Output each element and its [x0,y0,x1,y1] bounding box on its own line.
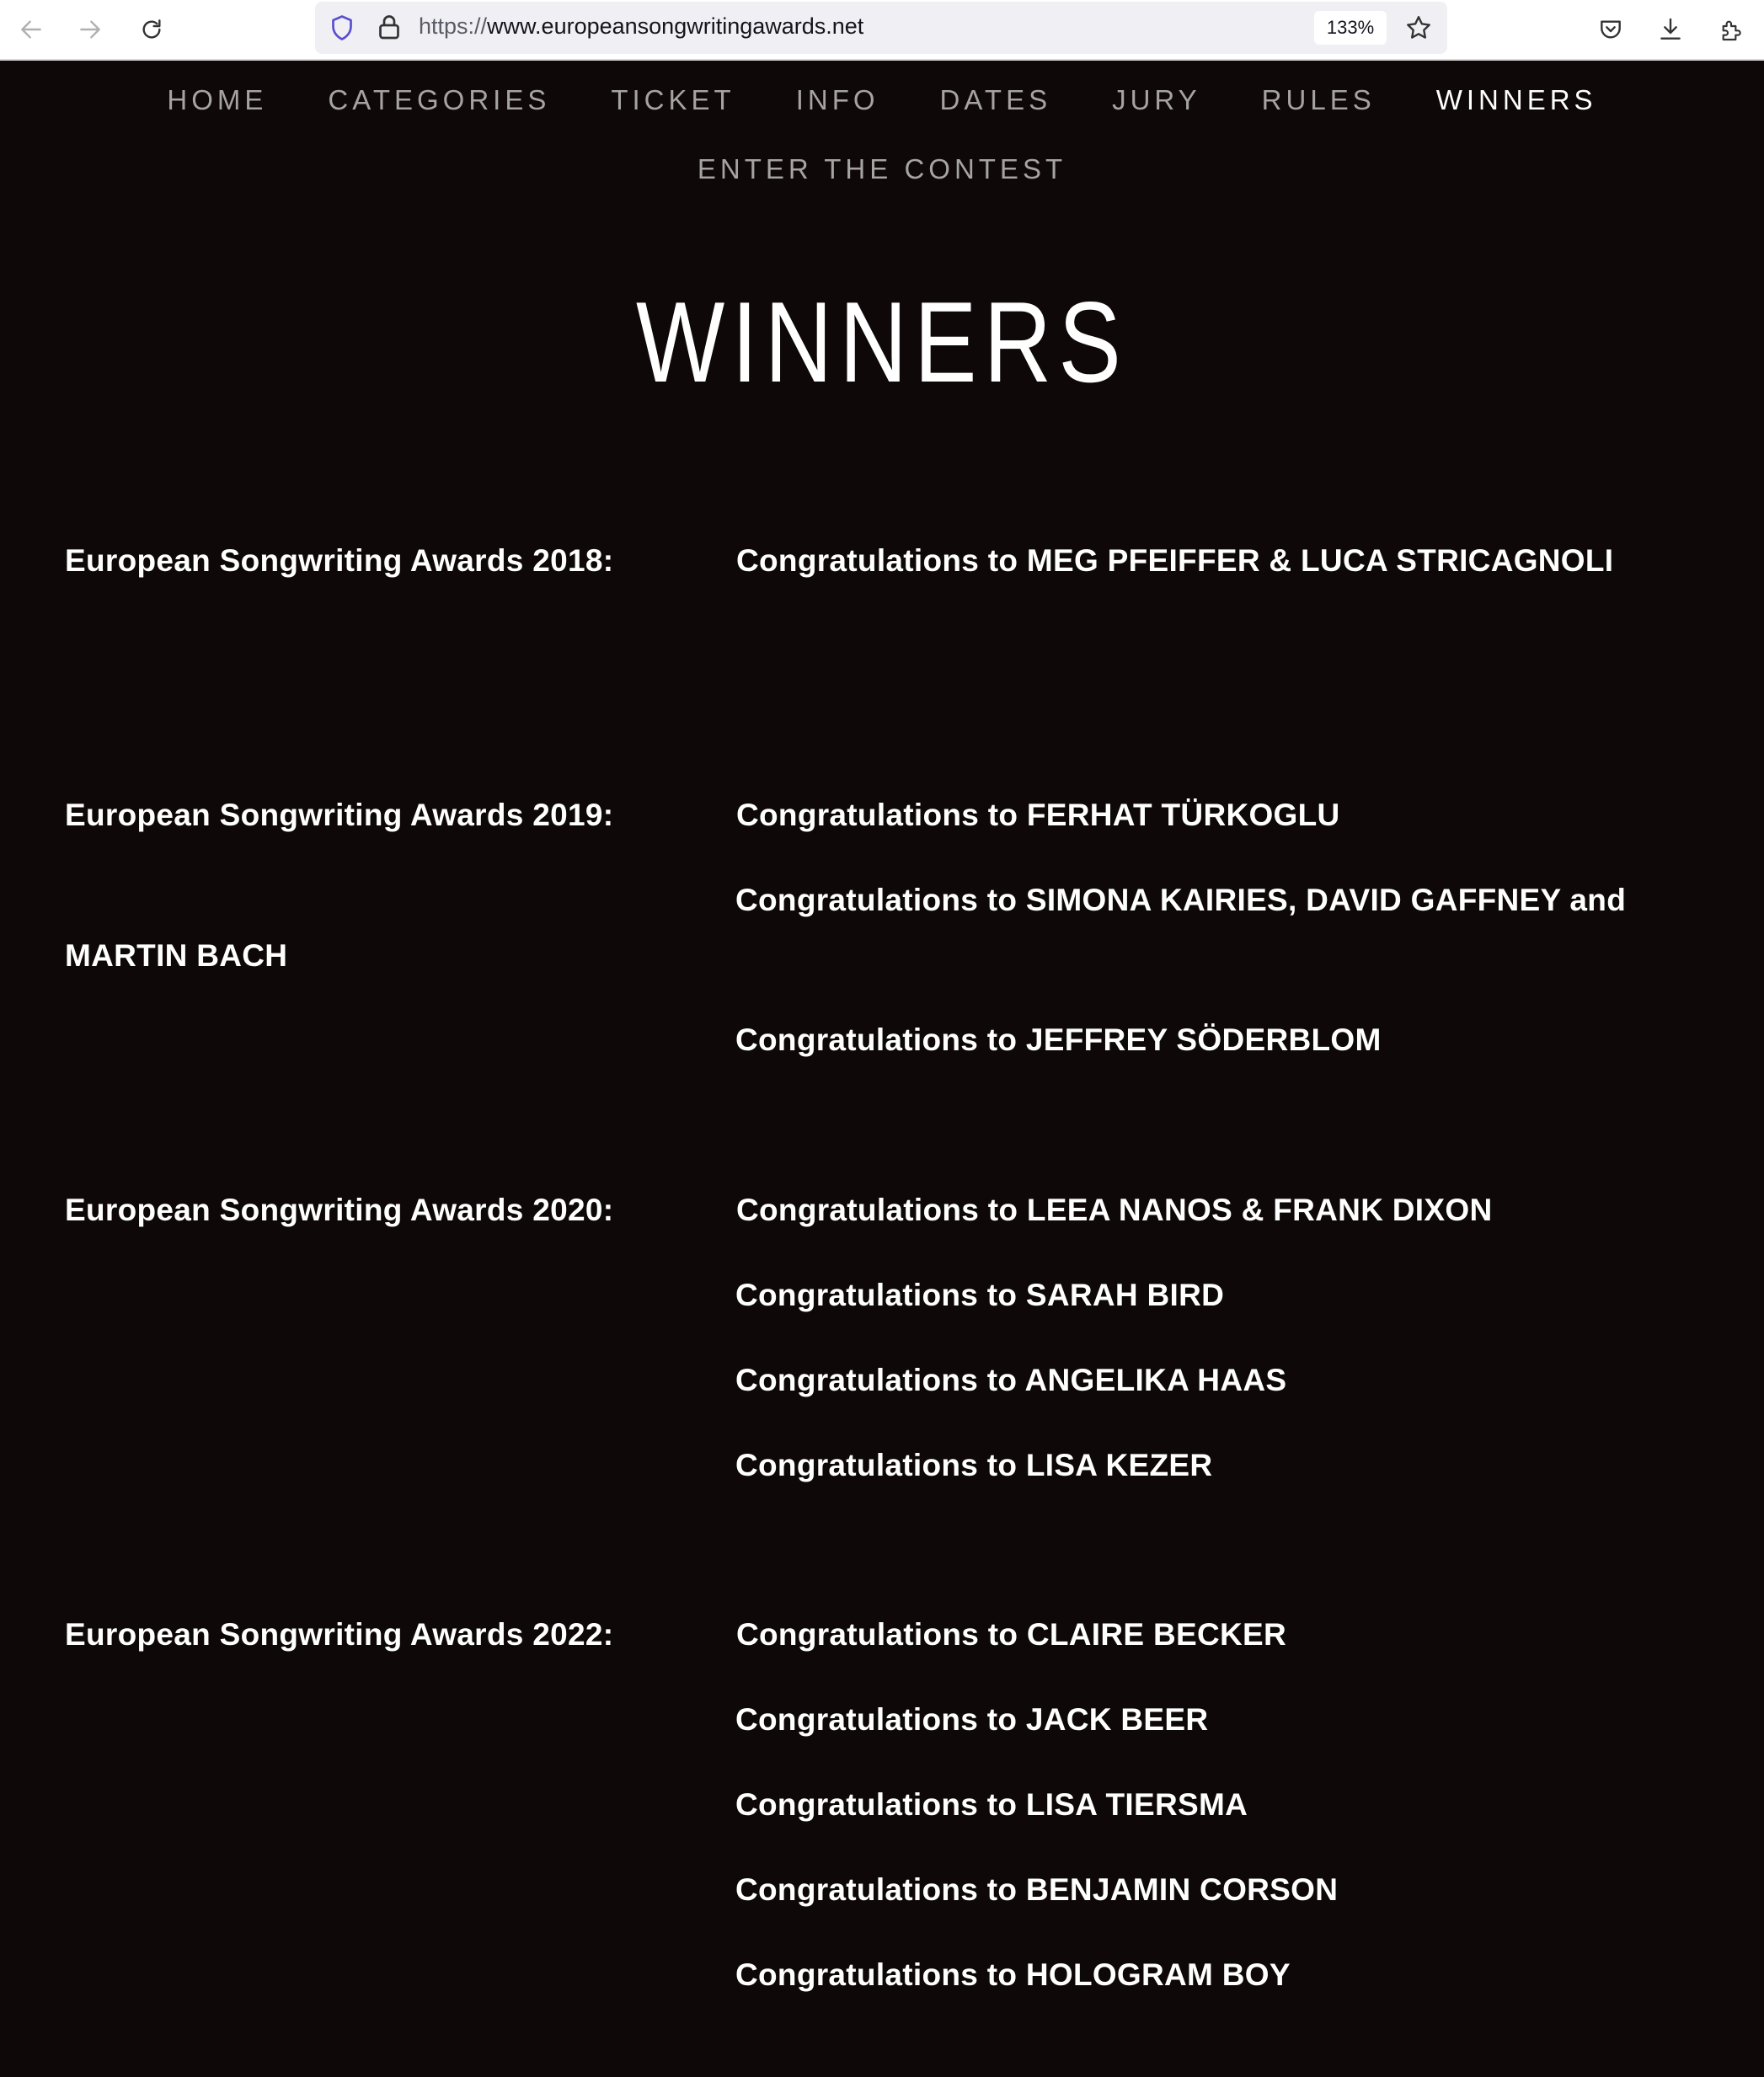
nav-ticket[interactable]: TICKET [611,84,735,115]
nav-winners[interactable]: WINNERS [1435,84,1597,115]
puzzle-icon [1718,16,1745,43]
site-navigation [0,84,1764,185]
reload-button[interactable] [132,10,171,49]
winner-2020-2: Congratulations to SARAH BIRD [735,1278,1225,1312]
browser-toolbar [0,0,1764,61]
winner-2020-4: Congratulations to LISA KEZER [735,1448,1213,1482]
download-icon [1657,16,1684,43]
shield-icon[interactable] [327,13,357,43]
url-text[interactable] [419,13,863,40]
winner-2019-2-continuation: MARTIN BACH [65,938,288,973]
nav-dates[interactable]: DATES [939,84,1052,115]
nav-row-secondary [0,153,1764,185]
pocket-button[interactable] [1591,10,1630,49]
nav-row-main [0,84,1764,116]
lock-icon[interactable] [374,13,404,43]
nav-enter-contest[interactable]: ENTER THE CONTEST [697,153,1067,184]
url-protocol: https:// [419,13,488,39]
reload-icon [138,16,165,43]
nav-jury[interactable]: JURY [1112,84,1201,115]
winner-2018-1: Congratulations to MEG PFEIFFER & LUCA STRICAGNOLI [736,543,1614,578]
address-bar[interactable] [315,2,1447,54]
year-label-2018: European Songwriting Awards 2018: [65,543,614,578]
winner-2022-2: Congratulations to JACK BEER [735,1702,1209,1737]
back-arrow-icon [18,16,45,43]
forward-arrow-icon [77,16,104,43]
nav-rules[interactable]: RULES [1261,84,1376,115]
pocket-icon [1597,16,1624,43]
nav-categories[interactable]: CATEGORIES [328,84,551,115]
extensions-button[interactable] [1712,10,1751,49]
year-label-2022: European Songwriting Awards 2022: [65,1617,614,1652]
downloads-button[interactable] [1651,10,1690,49]
forward-button[interactable] [71,10,110,49]
winner-2022-4: Congratulations to BENJAMIN CORSON [735,1872,1339,1907]
nav-info[interactable]: INFO [795,84,879,115]
back-button[interactable] [12,10,51,49]
winner-2022-5: Congratulations to HOLOGRAM BOY [735,1957,1291,1992]
winner-2020-1: Congratulations to LEEA NANOS & FRANK DIXON [736,1193,1493,1227]
winner-2019-2: Congratulations to SIMONA KAIRIES, DAVID GAFFNEY and [735,883,1627,917]
winner-2022-1: Congratulations to CLAIRE BECKER [736,1617,1286,1652]
winner-2022-3: Congratulations to LISA TIERSMA [735,1787,1248,1822]
year-label-2020: European Songwriting Awards 2020: [65,1193,614,1227]
winner-2019-1: Congratulations to FERHAT TÜRKOGLU [736,798,1340,832]
winner-2019-3: Congratulations to JEFFREY SÖDERBLOM [735,1022,1382,1057]
page-title: WINNERS [635,278,1129,406]
url-domain: www.europeansongwritingawards.net [487,13,864,39]
nav-home[interactable]: HOME [167,84,268,115]
bookmark-star-icon[interactable] [1403,13,1434,43]
zoom-level-badge[interactable]: 133% [1314,11,1387,45]
year-label-2019: European Songwriting Awards 2019: [65,798,614,832]
winner-2020-3: Congratulations to ANGELIKA HAAS [735,1363,1287,1397]
